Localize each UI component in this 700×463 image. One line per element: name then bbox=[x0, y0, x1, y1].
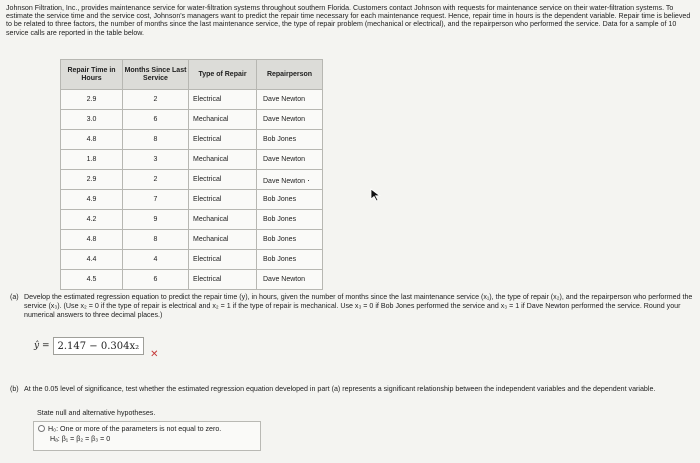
cell-time: 4.9 bbox=[61, 190, 123, 210]
part-b-question bbox=[10, 385, 694, 394]
cell-months: 2 bbox=[123, 90, 189, 110]
cell-type: Electrical bbox=[189, 90, 257, 110]
cell-months: 4 bbox=[123, 250, 189, 270]
option-line-1 bbox=[38, 424, 256, 434]
cell-person: Bob Jones bbox=[257, 190, 323, 210]
table-row bbox=[61, 230, 323, 250]
header-type: Type of Repair bbox=[189, 60, 257, 90]
cell-time: 4.4 bbox=[61, 250, 123, 270]
cell-person: Bob Jones bbox=[257, 250, 323, 270]
stray-dot: · bbox=[307, 174, 311, 185]
regression-answer-input[interactable]: 2.147 − 0.304x₂ bbox=[53, 337, 145, 355]
table-row bbox=[61, 130, 323, 150]
table-row bbox=[61, 270, 323, 290]
cell-months: 9 bbox=[123, 210, 189, 230]
table-header-row bbox=[61, 60, 323, 90]
header-repair-time: Repair Time in Hours bbox=[61, 60, 123, 90]
cell-months: 7 bbox=[123, 190, 189, 210]
cell-person: Bob Jones bbox=[257, 210, 323, 230]
cell-type: Mechanical bbox=[189, 150, 257, 170]
table-row bbox=[61, 90, 323, 110]
cell-time: 2.9 bbox=[61, 90, 123, 110]
cell-person: Dave Newton bbox=[257, 150, 323, 170]
cell-months: 6 bbox=[123, 110, 189, 130]
cell-person: Bob Jones bbox=[257, 230, 323, 250]
cell-person bbox=[257, 170, 323, 190]
problem-intro: Johnson Filtration, Inc., provides maintenance service for water-filtration systems throughout southern Florida. Customers contact Johnson with requests for maintenance service on their water-filtration systems. To estimate the service time and the service cost, Johnson's managers want to predict the repair time necessary for each maintenance request. Hence, repair time in hours is the dependent variable. Repair time is believed to be related to three factors, the number of months since the last maintenance service, the type of repair problem (mechanical or electrical), and the repairperson who performed the service. Data for a sample of 10 service calls are reported in the table below. bbox=[6, 4, 691, 37]
table-row bbox=[61, 170, 323, 190]
part-b-text: At the 0.05 level of significance, test whether the estimated regression equation developed in part (a) represents a significant relationship between the independent variables and the dependent variable. bbox=[24, 385, 656, 393]
cell-months: 2 bbox=[123, 170, 189, 190]
radio-button-icon[interactable] bbox=[38, 425, 45, 432]
cell-months: 8 bbox=[123, 230, 189, 250]
cell-time: 2.9 bbox=[61, 170, 123, 190]
hypothesis-prompt: State null and alternative hypotheses. bbox=[37, 409, 156, 417]
cell-person: Dave Newton bbox=[257, 270, 323, 290]
cell-person: Dave Newton bbox=[257, 90, 323, 110]
cell-type: Electrical bbox=[189, 270, 257, 290]
option-null-text: H₀: One or more of the parameters is not equal to zero. bbox=[48, 425, 222, 433]
data-table bbox=[60, 59, 323, 290]
yhat-label: ŷ = bbox=[34, 341, 50, 351]
table-row bbox=[61, 190, 323, 210]
cell-type: Electrical bbox=[189, 170, 257, 190]
cell-months: 3 bbox=[123, 150, 189, 170]
cell-months: 6 bbox=[123, 270, 189, 290]
cell-time: 3.0 bbox=[61, 110, 123, 130]
cell-person: Bob Jones bbox=[257, 130, 323, 150]
part-b-label: (b) bbox=[10, 385, 19, 393]
cell-type: Mechanical bbox=[189, 110, 257, 130]
header-months: Months Since Last Service bbox=[123, 60, 189, 90]
part-a-label: (a) bbox=[10, 293, 19, 301]
table-row bbox=[61, 150, 323, 170]
option-alt-text: Hₐ: β₁ = β₂ = β₃ = 0 bbox=[50, 435, 111, 443]
incorrect-x-icon: ✕ bbox=[150, 348, 159, 360]
cell-months: 8 bbox=[123, 130, 189, 150]
table-row bbox=[61, 250, 323, 270]
cell-type: Electrical bbox=[189, 130, 257, 150]
cell-time: 4.8 bbox=[61, 130, 123, 150]
hypothesis-option-1[interactable] bbox=[33, 421, 261, 451]
cell-person: Dave Newton bbox=[257, 110, 323, 130]
cell-type: Mechanical bbox=[189, 230, 257, 250]
cell-time: 4.5 bbox=[61, 270, 123, 290]
table-row bbox=[61, 210, 323, 230]
cell-type: Electrical bbox=[189, 190, 257, 210]
table-row bbox=[61, 110, 323, 130]
part-a-question bbox=[10, 293, 694, 320]
part-a-answer-row bbox=[34, 336, 159, 360]
header-repairperson: Repairperson bbox=[257, 60, 323, 90]
cell-time: 4.2 bbox=[61, 210, 123, 230]
cell-time: 4.8 bbox=[61, 230, 123, 250]
cell-person-text: Dave Newton bbox=[263, 177, 306, 185]
mouse-cursor-icon bbox=[370, 188, 382, 202]
cell-type: Electrical bbox=[189, 250, 257, 270]
cell-time: 1.8 bbox=[61, 150, 123, 170]
part-a-text: Develop the estimated regression equation to predict the repair time (y), in hours, given the number of months since the last maintenance service (x₁), the type of repair (x₂), and the repairperson who performed the service (x₃). (Use x₂ = 0 if the type of repair is electrical and x₂ = 1 if the type of repair is mechanical. Use x₃ = 0 if Bob Jones performed the service and x₃ = 1 if Dave Newton performed the service. Round your numerical answers to three decimal places.) bbox=[24, 293, 693, 319]
cell-type: Mechanical bbox=[189, 210, 257, 230]
